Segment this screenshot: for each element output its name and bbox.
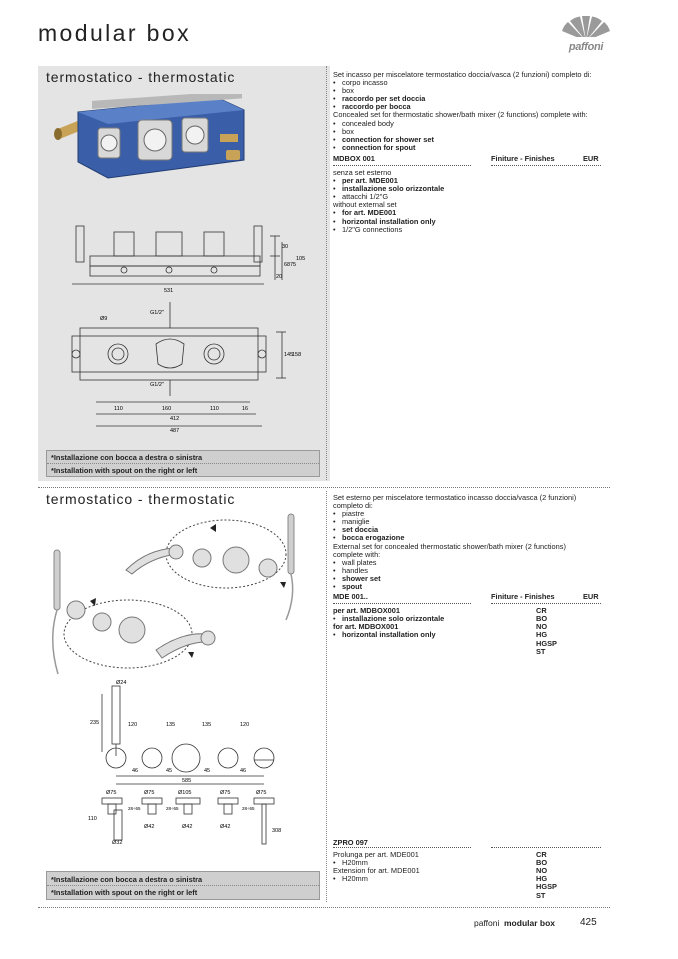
dim-110-right: 110 — [210, 406, 219, 412]
code-underline — [333, 165, 603, 169]
spec-item-it: • raccordo per set doccia — [333, 95, 603, 103]
dim-585: 585 — [182, 778, 192, 784]
finishes-label: Finiture - Finishes — [491, 592, 555, 602]
dim-d75-4: Ø75 — [256, 790, 267, 796]
spec-item-it: • box — [333, 87, 603, 95]
dim-d75-1: Ø75 — [106, 790, 117, 796]
section2-title: termostatico - thermostatic — [46, 491, 236, 507]
dim-110: 110 — [88, 816, 97, 822]
spec-item-en: • spout — [333, 583, 603, 591]
for-article-it: per art. MDBOX001 — [333, 606, 400, 616]
spec-desc-en: External set for concealed thermostatic shower/bath mixer (2 functions) — [333, 541, 566, 551]
dim-16: 16 — [242, 406, 249, 412]
finish-code: HG — [536, 874, 548, 884]
dim-30: 30 — [282, 244, 289, 250]
dim-487: 487 — [170, 428, 180, 434]
spec-desc-it: Set esterno per miscelatore termostatico incasso doccia/vasca (2 funzioni) — [333, 493, 577, 502]
dim-160: 160 — [162, 406, 172, 412]
note-en: • horizontal installation only — [333, 218, 603, 226]
column-divider — [326, 491, 327, 902]
spec-item-it: • maniglie — [333, 518, 603, 526]
page-title: modular box — [38, 20, 191, 46]
extension-it-note: • H20mm — [333, 859, 420, 867]
dim-range-1: 28÷65 — [128, 806, 141, 811]
for-article-en: for art. MDBOX001 — [333, 622, 399, 632]
finish-code: NO — [536, 622, 548, 632]
finish-code: HGSP — [536, 638, 557, 648]
spec-item-en: • handles — [333, 567, 603, 575]
column-divider — [326, 66, 327, 480]
section1-front-drawing — [66, 302, 302, 434]
section2-product-illustration — [46, 510, 302, 680]
extension-code: ZPRO 097 — [333, 838, 368, 847]
dim-range-3: 28÷65 — [242, 806, 255, 811]
dim-g12-top: G1/2" — [150, 310, 164, 316]
spec-item-it: • set doccia — [333, 526, 603, 534]
dim-412: 412 — [170, 416, 180, 422]
footer-divider — [38, 907, 610, 908]
dim-d105: Ø105 — [178, 790, 192, 796]
dim-158: 158 — [292, 352, 302, 358]
product-code-row — [333, 155, 603, 165]
fan-icon — [556, 16, 616, 42]
dim-120-left: 120 — [128, 722, 138, 728]
note-en: • for art. MDE001 — [333, 209, 603, 217]
dim-135-right: 135 — [202, 722, 212, 728]
product-code: MDE 001.. — [333, 592, 368, 602]
note-it: • attacchi 1/2"G — [333, 193, 603, 201]
dim-46-left: 46 — [132, 768, 139, 774]
dim-d75-2: Ø75 — [144, 790, 155, 796]
divider — [47, 885, 319, 886]
spec-item-en: • concealed body — [333, 120, 603, 128]
for-article-en-note: • horizontal installation only — [333, 631, 444, 639]
dim-d42-1: Ø42 — [144, 824, 155, 830]
finish-code: CR — [536, 850, 547, 860]
finish-codes — [536, 607, 557, 656]
dim-d24: Ø24 — [116, 680, 127, 686]
spec-item-it: • piastre — [333, 510, 603, 518]
spec-item-it: • bocca erogazione — [333, 534, 603, 542]
dim-105: 105 — [296, 256, 306, 262]
divider — [47, 463, 319, 464]
product-code-row — [333, 593, 603, 603]
dim-45-right: 45 — [204, 768, 211, 774]
currency-label: EUR — [583, 153, 599, 163]
dim-45-left: 45 — [166, 768, 173, 774]
finishes-block — [333, 607, 603, 657]
spec-item-en: • box — [333, 128, 603, 136]
spec-item-en: • connection for shower set — [333, 136, 603, 144]
dim-235: 235 — [90, 720, 100, 726]
footer-brand: paffoni — [474, 918, 500, 928]
section1-footnote-en: *Installation with spout on the right or left — [51, 466, 198, 475]
page-number: 425 — [580, 917, 597, 928]
dim-d9: Ø9 — [100, 316, 108, 322]
note-it: • installazione solo orizzontale — [333, 185, 603, 193]
currency-label: EUR — [583, 592, 599, 602]
section1-side-drawing — [70, 222, 310, 300]
brand-logo-text: paffoni — [568, 41, 604, 53]
finish-code: HGSP — [536, 882, 557, 892]
spec-desc-en-2: complete with: — [333, 549, 381, 559]
brand-logo — [556, 16, 616, 52]
for-article-it-note: • installazione solo orizzontale — [333, 615, 444, 623]
section2-footnote-box — [46, 871, 320, 900]
finish-code: CR — [536, 606, 547, 616]
spec-item-en: • wall plates — [333, 559, 603, 567]
spec-item-it: • raccordo per bocca — [333, 103, 603, 111]
dim-20: 20 — [276, 274, 283, 280]
section1-box-illustration — [48, 94, 248, 186]
dim-308: 308 — [272, 828, 282, 834]
footer-section: modular box — [504, 918, 556, 928]
section-divider — [38, 487, 610, 488]
dim-d42-3: Ø42 — [220, 824, 231, 830]
section1-title: termostatico - thermostatic — [46, 69, 236, 85]
dim-d42-2: Ø42 — [182, 824, 193, 830]
extension-finish-codes — [536, 851, 557, 900]
section1-footnote-box — [46, 450, 320, 477]
dim-g12-bottom: G1/2" — [150, 382, 164, 388]
extension-en-note: • H20mm — [333, 875, 420, 883]
spec-desc-it-2: completo di: — [333, 501, 373, 511]
extension-it: Prolunga per art. MDE001 — [333, 850, 419, 860]
finish-code: ST — [536, 646, 546, 656]
finishes-label: Finiture - Finishes — [491, 153, 555, 163]
finish-code: HG — [536, 630, 548, 640]
dim-range-2: 28÷65 — [166, 806, 179, 811]
section2-spec — [333, 494, 603, 657]
finish-code: NO — [536, 866, 548, 876]
section1-footnote-it: *Installazione con bocca a destra o sinistra — [51, 453, 203, 462]
finish-code: BO — [536, 614, 548, 624]
spec-desc-it: Set incasso per miscelatore termostatico doccia/vasca (2 funzioni) completo di: — [333, 70, 592, 79]
section2-footnote-en: *Installation with spout on the right or left — [51, 888, 198, 897]
hand-shower-icon — [53, 550, 60, 674]
finish-code: ST — [536, 890, 546, 900]
spec-item-en: • shower set — [333, 575, 603, 583]
dim-46-right: 46 — [240, 768, 247, 774]
spec-desc-en: Concealed set for thermostatic shower/bath mixer (2 functions) complete with: — [333, 110, 588, 120]
dim-d75-3: Ø75 — [220, 790, 231, 796]
section1-spec — [333, 71, 603, 234]
dim-68: 68 — [284, 262, 291, 268]
dim-110-left: 110 — [114, 406, 123, 412]
extension-spec — [333, 839, 603, 901]
dim-d32: Ø32 — [112, 840, 123, 846]
hand-shower-icon — [286, 514, 294, 620]
section2-technical-drawing — [78, 680, 298, 846]
finish-code: BO — [536, 858, 548, 868]
spec-item-en: • connection for spout — [333, 144, 603, 152]
dim-531: 531 — [164, 288, 174, 294]
extension-en: Extension for art. MDE001 — [333, 866, 420, 876]
spec-item-it: • corpo incasso — [333, 79, 603, 87]
dim-145: 145 — [284, 352, 294, 358]
dim-75: 75 — [290, 262, 297, 268]
section2-footnote-it: *Installazione con bocca a destra o sinistra — [51, 875, 203, 884]
note-en-title: without external set — [333, 200, 397, 210]
note-it: • per art. MDE001 — [333, 177, 603, 185]
dim-135-left: 135 — [166, 722, 176, 728]
note-it-title: senza set esterno — [333, 167, 392, 177]
note-en: • 1/2"G connections — [333, 226, 603, 234]
product-code: MDBOX 001 — [333, 153, 375, 163]
dim-120-right: 120 — [240, 722, 250, 728]
